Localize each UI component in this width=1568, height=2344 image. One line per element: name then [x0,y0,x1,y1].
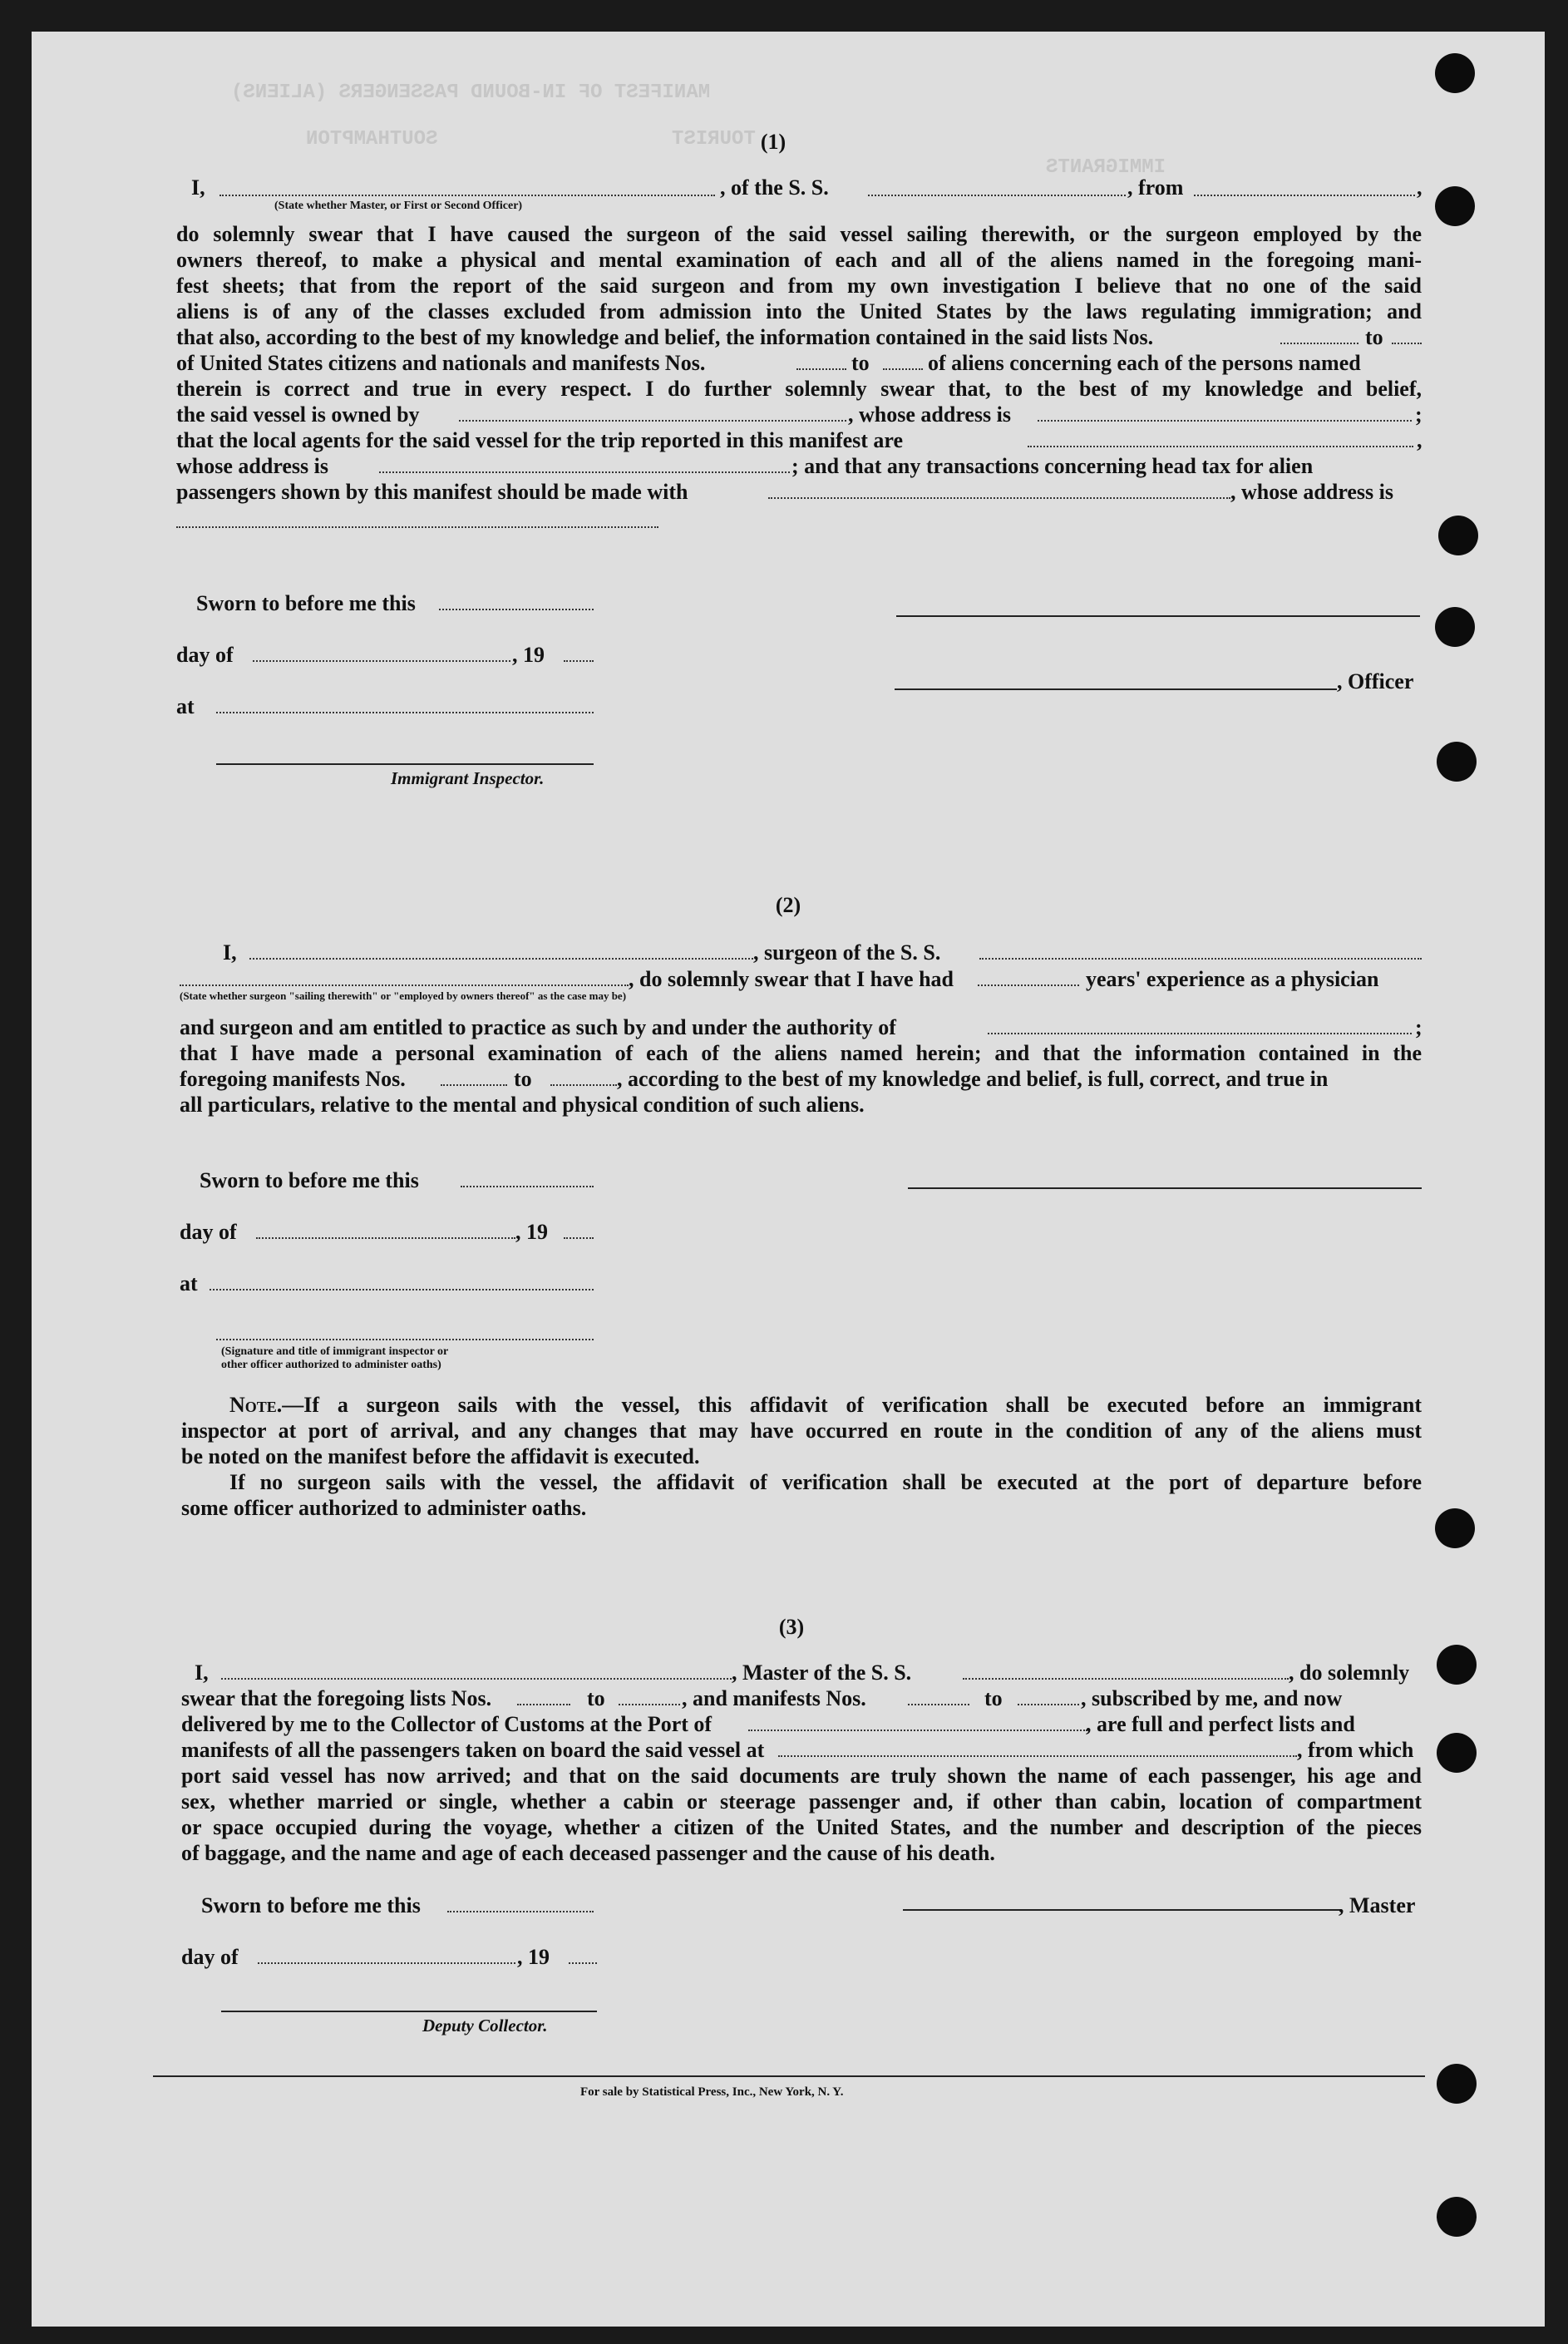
inspector-signature-line[interactable] [216,1339,594,1340]
oath-text-line: do solemnly swear that I have caused the surgeon of the said vessel sailing therewith, or the surgeon employed by the [176,222,1422,246]
binder-hole [1438,516,1478,555]
surgeon-status-field[interactable] [180,984,629,986]
signature-caption: other officer authorized to administer oaths) [221,1359,441,1371]
at-field[interactable] [216,712,594,713]
collector-port-label: delivered by me to the Collector of Customs at the Port of [181,1712,713,1736]
vessel-name-field[interactable] [868,195,1126,196]
owner-address-label: , whose address is [848,402,1012,427]
manifest-to-field[interactable] [550,1084,617,1086]
note-text-line: inspector at port of arrival, and any changes that may have occurred en route in the condition of any of the aliens must [181,1419,1422,1443]
local-agents-label: that the local agents for the said vessel for the trip reported in this manifest are [176,428,904,452]
lists-from-field[interactable] [1280,343,1358,344]
surgeon-vessel-field[interactable] [979,958,1422,960]
note-text-line: some officer authorized to administer oaths. [181,1496,587,1520]
sworn-label: Sworn to before me this [201,1893,421,1917]
master-of-ss-label: , Master of the S. S. [732,1661,912,1685]
master-oath-line: sex, whether married or single, whether a cabin or steerage passenger and, if other than cabin, location of compartment [181,1789,1422,1814]
authority-label: and surgeon and am entitled to practice as such by and under the authority of [180,1015,896,1039]
line-semicolon: ; [1415,1015,1423,1039]
owner-field[interactable] [459,420,846,422]
master-oath-line: or space occupied during the voyage, whether a citizen of the United States, and the number and description of the pieces [181,1815,1422,1839]
lists-to-field[interactable] [1392,343,1422,344]
master-oath-line: of baggage, and the name and age of each deceased passenger and the cause of his death. [181,1841,995,1865]
section-2-number: (2) [775,893,801,917]
manifests-from-field[interactable] [908,1704,969,1705]
from-which-text: , from which [1297,1738,1414,1762]
bleed-through-tourist: TOURIST [672,128,756,151]
line-comma: , [1417,428,1423,452]
bleed-through-immigrants: IMMIGRANTS [1046,156,1166,179]
sworn-day-field[interactable] [439,609,594,610]
oath-text-line: owners thereof, to make a physical and mental examination of each and all of the aliens named in the foregoing mani- [176,248,1422,272]
immigrant-inspector-caption: Immigrant Inspector. [391,768,545,788]
lists-to-label: to [587,1686,605,1710]
day-of-label: day of [180,1220,237,1244]
local-agents-field[interactable] [1028,446,1413,447]
head-tax-contact-label: passengers shown by this manifest should be made with [176,480,688,504]
footer-rule [153,2075,1425,2077]
lists-to-field[interactable] [619,1704,680,1705]
lists-to-label: to [1365,325,1383,349]
binder-hole [1437,742,1477,782]
inspector-signature-line[interactable] [216,763,594,765]
binder-hole [1437,2064,1477,2104]
subscribed-text: , subscribed by me, and now [1081,1686,1343,1710]
section-3-number: (3) [778,1615,805,1639]
binder-hole [1435,186,1475,226]
signature-caption: (Signature and title of immigrant inspector or [221,1345,449,1358]
taken-on-board-label: manifests of all the passengers taken on board the said vessel at [181,1738,765,1762]
binder-hole [1437,1733,1477,1773]
note-label: Note. [229,1393,283,1417]
master-signature-line[interactable] [903,1909,1342,1911]
manifest-to-label: to [514,1067,532,1091]
binder-hole [1435,607,1475,647]
embarkation-port-field[interactable] [778,1755,1297,1757]
manifests-to-label: to [984,1686,1003,1710]
manifests-label: of United States citizens and nationals and manifests Nos. [176,351,706,375]
officer-rank-caption: (State whether Master, or First or Second Officer) [274,200,523,212]
do-solemnly-text: , do solemnly [1289,1661,1410,1685]
full-perfect-text: , are full and perfect lists and [1086,1712,1355,1736]
sworn-label: Sworn to before me this [196,591,416,615]
day-of-field[interactable] [258,1962,515,1964]
at-field[interactable] [210,1289,594,1290]
year-label: , 19 [515,1220,548,1244]
form-page [32,32,1545,2327]
officer-label: , Officer [1337,669,1414,693]
surgeon-name-field[interactable] [249,958,753,960]
oath-text-line: therein is correct and true in every respect. I do further solemnly swear that, to the best of my knowledge and belief, [176,377,1422,401]
line-semicolon: ; [1415,402,1423,427]
manifests-nos-label: , and manifests Nos. [682,1686,866,1710]
note-text-line [229,1392,1422,1418]
binder-hole [1437,2197,1477,2237]
line-comma: , [1417,175,1423,200]
binder-hole [1435,53,1475,93]
years-experience-text: years' experience as a physician [1086,967,1379,991]
binder-hole [1437,1645,1477,1685]
knowledge-text: , according to the best of my knowledge and belief, is full, correct, and true in [617,1067,1329,1091]
aliens-concerning-text: of aliens concerning each of the persons named [928,351,1361,375]
sworn-day-field[interactable] [461,1186,594,1187]
officer-rank-field[interactable] [219,195,715,196]
lists-from-field[interactable] [517,1704,570,1705]
oath-text-line: that also, according to the best of my knowledge and belief, the information contained in the said lists Nos. [176,325,1154,349]
collector-signature-line[interactable] [221,2011,597,2012]
years-experience-field[interactable] [978,984,1079,986]
year-field[interactable] [569,1962,597,1964]
section-2-i: I, [223,940,237,965]
master-oath-line: port said vessel has now arrived; and that on the said documents are truly shown the name of each passenger, his age and [181,1764,1422,1788]
authority-field[interactable] [988,1033,1412,1034]
section-3-i: I, [195,1661,209,1685]
oath-text-line: aliens is of any of the classes excluded from admission into the United States by the laws regulating immigration; and [176,299,1422,323]
collector-port-field[interactable] [748,1730,1087,1731]
owner-address-field[interactable] [1038,420,1412,422]
manifest-from-field[interactable] [441,1084,507,1086]
officer-signature-line[interactable] [896,615,1420,617]
surgeon-status-caption: (State whether surgeon "sailing therewith" or "employed by owners thereof" as the case may be) [180,989,627,1002]
solemnly-swear-text: , do solemnly swear that I have had [629,967,954,991]
section-1-i: I, [191,175,205,200]
year-field[interactable] [564,1237,594,1239]
head-tax-text: ; and that any transactions concerning head tax for alien [791,454,1314,478]
head-tax-contact-field[interactable] [768,497,1230,499]
year-label: , 19 [517,1945,550,1969]
master-label: , Master [1339,1893,1416,1917]
printer-imprint: For sale by Statistical Press, Inc., New York, N. Y. [580,2085,844,2099]
foregoing-manifests-label: foregoing manifests Nos. [180,1067,406,1091]
master-vessel-field[interactable] [963,1678,1289,1680]
lists-nos-label: swear that the foregoing lists Nos. [181,1686,492,1710]
day-of-label: day of [176,643,234,667]
note-text: —If a surgeon sails with the vessel, this affidavit of verification shall be executed before an immigrant [282,1393,1422,1417]
manifests-to-field[interactable] [1018,1704,1079,1705]
contact-address-field[interactable] [176,526,658,528]
note-text-line: If no surgeon sails with the vessel, the affidavit of verification shall be executed at the port of departure before [229,1470,1422,1494]
manifests-to-label: to [851,351,870,375]
note-text-line: be noted on the manifest before the affidavit is executed. [181,1444,700,1468]
bleed-through-title: MANIFEST OF IN-BOUND PASSENGERS (ALIENS) [231,81,711,104]
manifests-to-field[interactable] [883,368,923,370]
affidavit-text-line: all particulars, relative to the mental and physical condition of such aliens. [180,1093,865,1117]
section-1-number: (1) [760,130,786,154]
bleed-through-port: SOUTHAMPTON [306,128,438,151]
day-of-label: day of [181,1945,239,1969]
at-label: at [180,1271,198,1295]
sworn-label: Sworn to before me this [200,1168,419,1192]
day-of-field[interactable] [256,1237,515,1239]
year-label: , 19 [512,643,545,667]
of-the-ss-label: , of the S. S. [720,175,829,200]
oath-text-line: fest sheets; that from the report of the said surgeon and from my own investigation I believe that no one of the said [176,274,1422,298]
officer-title-line[interactable] [895,688,1337,690]
from-label: , from [1127,175,1184,200]
departure-port-field[interactable] [1194,195,1415,196]
surgeon-of-ss-label: , surgeon of the S. S. [753,940,941,965]
agent-address-label: whose address is [176,454,329,478]
agent-address-field[interactable] [379,471,790,473]
affidavit-text-line: that I have made a personal examination of each of the aliens named herein; and that the information contained in the [180,1041,1422,1065]
sworn-day-field[interactable] [447,1911,594,1912]
binder-hole [1435,1508,1475,1548]
year-field[interactable] [564,660,594,662]
manifests-from-field[interactable] [796,368,846,370]
contact-address-label: , whose address is [1230,480,1394,504]
day-of-field[interactable] [253,660,510,662]
at-label: at [176,694,195,718]
deputy-collector-caption: Deputy Collector. [422,2016,548,2036]
master-name-field[interactable] [221,1678,732,1680]
owned-by-label: the said vessel is owned by [176,402,420,427]
surgeon-signature-line[interactable] [908,1187,1422,1189]
